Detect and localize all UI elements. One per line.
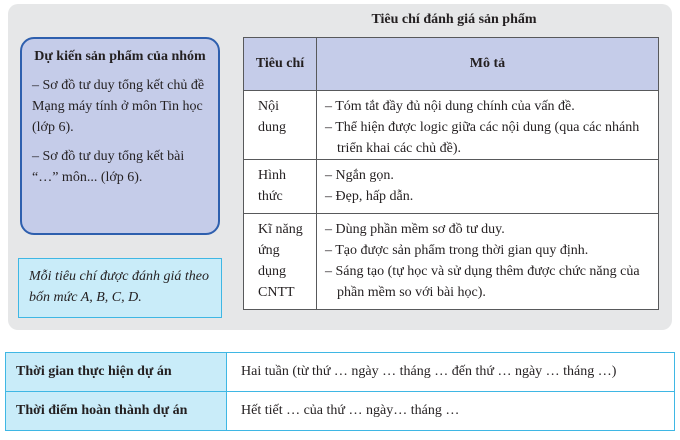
timeline-table bbox=[5, 352, 675, 431]
description-line: – Dùng phần mềm sơ đồ tư duy. bbox=[325, 222, 505, 237]
description-line: – Tóm tắt đầy đủ nội dung chính của vấn đề. bbox=[325, 99, 575, 114]
grading-note: Mỗi tiêu chí được đánh giá theo bốn mức A, B, C, D. bbox=[18, 258, 222, 318]
header-description: Mô tả bbox=[317, 38, 659, 91]
description-line: – Thể hiện được logic giữa các nội dung (qua các nhánh triển khai các chủ đề). bbox=[325, 120, 640, 156]
timeline-label: Thời điểm hoàn thành dự án bbox=[6, 392, 227, 431]
description-cell bbox=[317, 91, 659, 160]
plan-box-title: Dự kiến sản phẩm của nhóm bbox=[34, 49, 206, 64]
criterion-cell: Hình thức bbox=[244, 160, 317, 214]
table-row bbox=[6, 353, 675, 392]
group-product-plan-box bbox=[20, 37, 220, 235]
table-row bbox=[6, 392, 675, 431]
description-cell bbox=[317, 160, 659, 214]
description-line: – Sáng tạo (tự học và sử dụng thêm được chức năng của phần mềm so với bài học). bbox=[325, 264, 640, 300]
criterion-cell: Kĩ năng ứng dụng CNTT bbox=[244, 214, 317, 310]
header-criterion: Tiêu chí bbox=[244, 38, 317, 91]
criteria-table bbox=[243, 37, 659, 310]
table-row bbox=[244, 160, 659, 214]
criteria-title: Tiêu chí đánh giá sản phẩm bbox=[371, 12, 537, 27]
description-cell bbox=[317, 214, 659, 310]
plan-item: – Sơ đồ tư duy tổng kết chủ đề Mạng máy tính ở môn Tin học (lớp 6). bbox=[32, 78, 205, 135]
table-row bbox=[244, 91, 659, 160]
description-line: – Đẹp, hấp dẫn. bbox=[325, 189, 414, 204]
timeline-value: Hai tuần (từ thứ … ngày … tháng … đến thứ … ngày … tháng …) bbox=[227, 353, 675, 392]
description-line: – Ngắn gọn. bbox=[325, 168, 394, 183]
description-line: – Tạo được sản phẩm trong thời gian quy định. bbox=[325, 243, 589, 258]
timeline-label: Thời gian thực hiện dự án bbox=[6, 353, 227, 392]
criteria-header-row bbox=[244, 38, 659, 91]
plan-item: – Sơ đồ tư duy tổng kết bài “…” môn... (lớp 6). bbox=[32, 149, 185, 185]
timeline-value: Hết tiết … của thứ … ngày… tháng … bbox=[227, 392, 675, 431]
table-row bbox=[244, 214, 659, 310]
criterion-cell: Nội dung bbox=[244, 91, 317, 160]
